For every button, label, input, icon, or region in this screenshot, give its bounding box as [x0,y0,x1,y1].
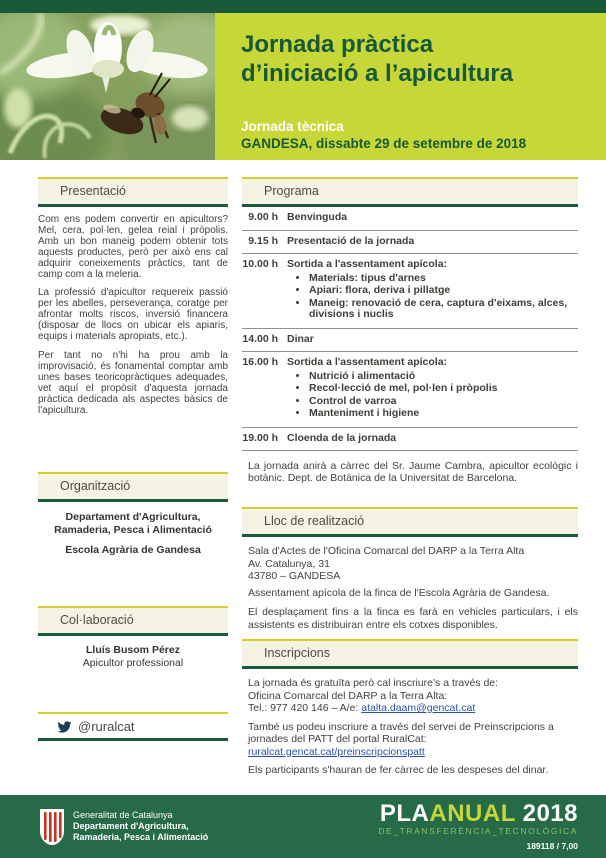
gencat-line1: Generalitat de Catalunya [73,810,173,820]
pla-anual-brand [378,799,578,851]
program-title: Presentació de la jornada [287,234,415,247]
twitter-handle-block[interactable] [38,712,228,741]
gencat-line2: Departament d'Agricultura, [73,821,189,831]
program-title: Cloenda de la jornada [287,431,397,444]
collaboracio-section [38,606,228,670]
organitzacio-body [38,511,228,557]
twitter-icon [56,720,73,734]
lunch-cost-note: Els participants s'hauran de fer càrrec de les despeses del dinar. [248,764,549,776]
organizer-name: Escola Agrària de Gandesa [65,544,201,557]
section-header-lloc: Lloc de realització [242,507,578,537]
program-bullets [287,371,578,420]
venue-line: Av. Catalunya, 31 [248,557,330,570]
program-title: Sortida a l'assentament apícola: [287,258,448,270]
venue-address [248,545,578,583]
organizer-name: Departament d'Agricultura, Ramaderia, Pesca i Alimentació [54,511,212,537]
header-subtitle-block [241,118,526,152]
program-speaker-note: La jornada anirà a càrrec del Sr. Jaume Cambra, apicultor ecològic i botànic. Dept. de Botànica de la Universitat de Barcelona. [248,460,578,484]
program-row [242,254,578,329]
presentacio-paragraph: Com ens podem convertir en apicultors? Mel, cera, pol·len, gelea reial i pròpolis. Amb un bon maneig podem obtenir tots aquests productes, però per això ens cal adquirir coneixements pràctics, tant de camp com a la meleria. [38,214,228,280]
program-time: 19.00 h [242,431,278,444]
program-title: Dinar [287,332,314,345]
ruralcat-link[interactable]: ruralcat.gencat.cat/preinscripcionspatt [248,745,425,758]
program-bullet: • Materials: tipus d'arnes [309,273,578,285]
gencat-text [73,810,208,843]
program-bullet: • Apiari: flora, deriva i pillatge [309,285,578,297]
program-bullets [287,273,578,321]
program-row [242,352,578,428]
section-header-presentacio: Presentació [38,177,228,207]
program-row [242,207,578,231]
presentacio-paragraph: Per tant no n'hi ha prou amb la improvisació, és fonamental comptar amb unes bases teoricopràctiques adequades, vet aquí el propòsit d'aquesta jornada pràctica dedicada als aspectes bàsics de l'apicultura. [38,349,228,416]
program-time: 16.00 h [242,356,278,368]
section-header-inscripcions: Inscripcions [242,639,578,669]
main-content [0,160,606,784]
section-header-collaboracio: Col·laboració [38,606,228,636]
program-bullet: • Manteniment i higiene [309,408,578,420]
program-bullet: • Recol·lecció de mel, pol·len i pròpolis [309,383,578,395]
program-row [242,428,578,452]
preinscripcions-info: També us podeu inscriure a través del servei de Preinscripcions a jornades del PATT del portal RuralCat: ruralcat.gencat.cat/preinscripcionspatt [248,720,554,758]
pla-anual-subtitle: DE_TRANSFERÈNCIA_TECNOLÒGICA [378,825,578,836]
program-bullet: • Maneig: renovació de cera, captura d'eixams, alces, divisions i nuclis [309,298,578,321]
header-photo [0,13,215,160]
program-bullet: • Control de varroa [309,396,578,408]
gencat-line3: Ramaderia, Pesca i Alimentació [73,832,209,842]
lloc-section [242,507,578,631]
left-column [38,177,228,741]
collaborator-role: Apicultor professional [82,657,184,670]
section-header-programa: Programa [242,177,578,207]
header [0,13,606,160]
program-row [242,329,578,353]
venue-line: 43780 – GANDESA [248,570,341,582]
program-title: Sortida a l'assentament apícola: [287,356,448,368]
program-time: 10.00 h [242,258,278,270]
program-entry [287,357,578,421]
registration-info: La jornada és gratuïta però cal inscriure's a través de: Oficina Comarcal del DARP a la Terra Alta: Tel.: 977 420 146 – A/e: atalta.daam@gencat.cat [248,677,499,714]
phone-line: Tel.: 977 420 146 – A/e: [248,702,362,714]
transport-note: El desplaçament fins a la finca es farà en vehicles particulars, i els assistents es distribuiran entre els cotxes disponibles. [248,606,578,631]
lloc-body [248,545,578,631]
top-green-bar [0,0,606,13]
bee-flower-illustration [0,13,215,160]
organitzacio-section [38,472,228,557]
program-bullet: • Nutrició i alimentació [309,371,578,383]
right-column [242,177,578,784]
venue-line: Sala d'Actes de l'Oficina Comarcal del DARP a la Terra Alta [248,545,525,557]
inscripcions-body [248,677,578,777]
program-row [242,231,578,255]
footer [0,795,606,858]
collaboracio-body [38,644,228,670]
program-time: 9.00 h [248,211,278,223]
document-code: 189118 / 7,00 [526,840,578,851]
event-type-label: Jornada tècnica [241,119,344,134]
gencat-logo-block [38,807,208,847]
section-header-organitzacio: Organització [38,472,228,502]
pla-anual-logo: PLAANUAL 2018 [379,799,578,827]
program-entry [287,259,578,322]
page-title: Jornada pràctica d’iniciació a l’apicultura [241,31,514,87]
twitter-handle[interactable]: @ruralcat [78,719,135,735]
generalitat-logo [38,807,66,847]
program-title: Benvinguda [287,211,348,223]
venue-note: Assentament apícola de la finca de l'Escola Agrària de Gandesa. [248,586,550,599]
header-title-area [215,13,606,160]
presentacio-paragraph: La professió d'apicultor requereix passió per les abelles, perseverança, coratge per afrontar molts riscos, inversió financera (disposar de llocs on ubicar els apiaris, equips i materials apropiats, etc.). [38,287,228,343]
program-time: 14.00 h [242,332,278,345]
email-link[interactable]: atalta.daam@gencat.cat [361,702,476,714]
collaborator-name: Lluís Busom Pérez [86,644,180,657]
presentacio-text [38,215,228,416]
program-time: 9.15 h [248,234,278,247]
inscripcions-section [242,639,578,777]
event-date-line: GANDESA, dissabte 29 de setembre de 2018 [241,136,527,151]
